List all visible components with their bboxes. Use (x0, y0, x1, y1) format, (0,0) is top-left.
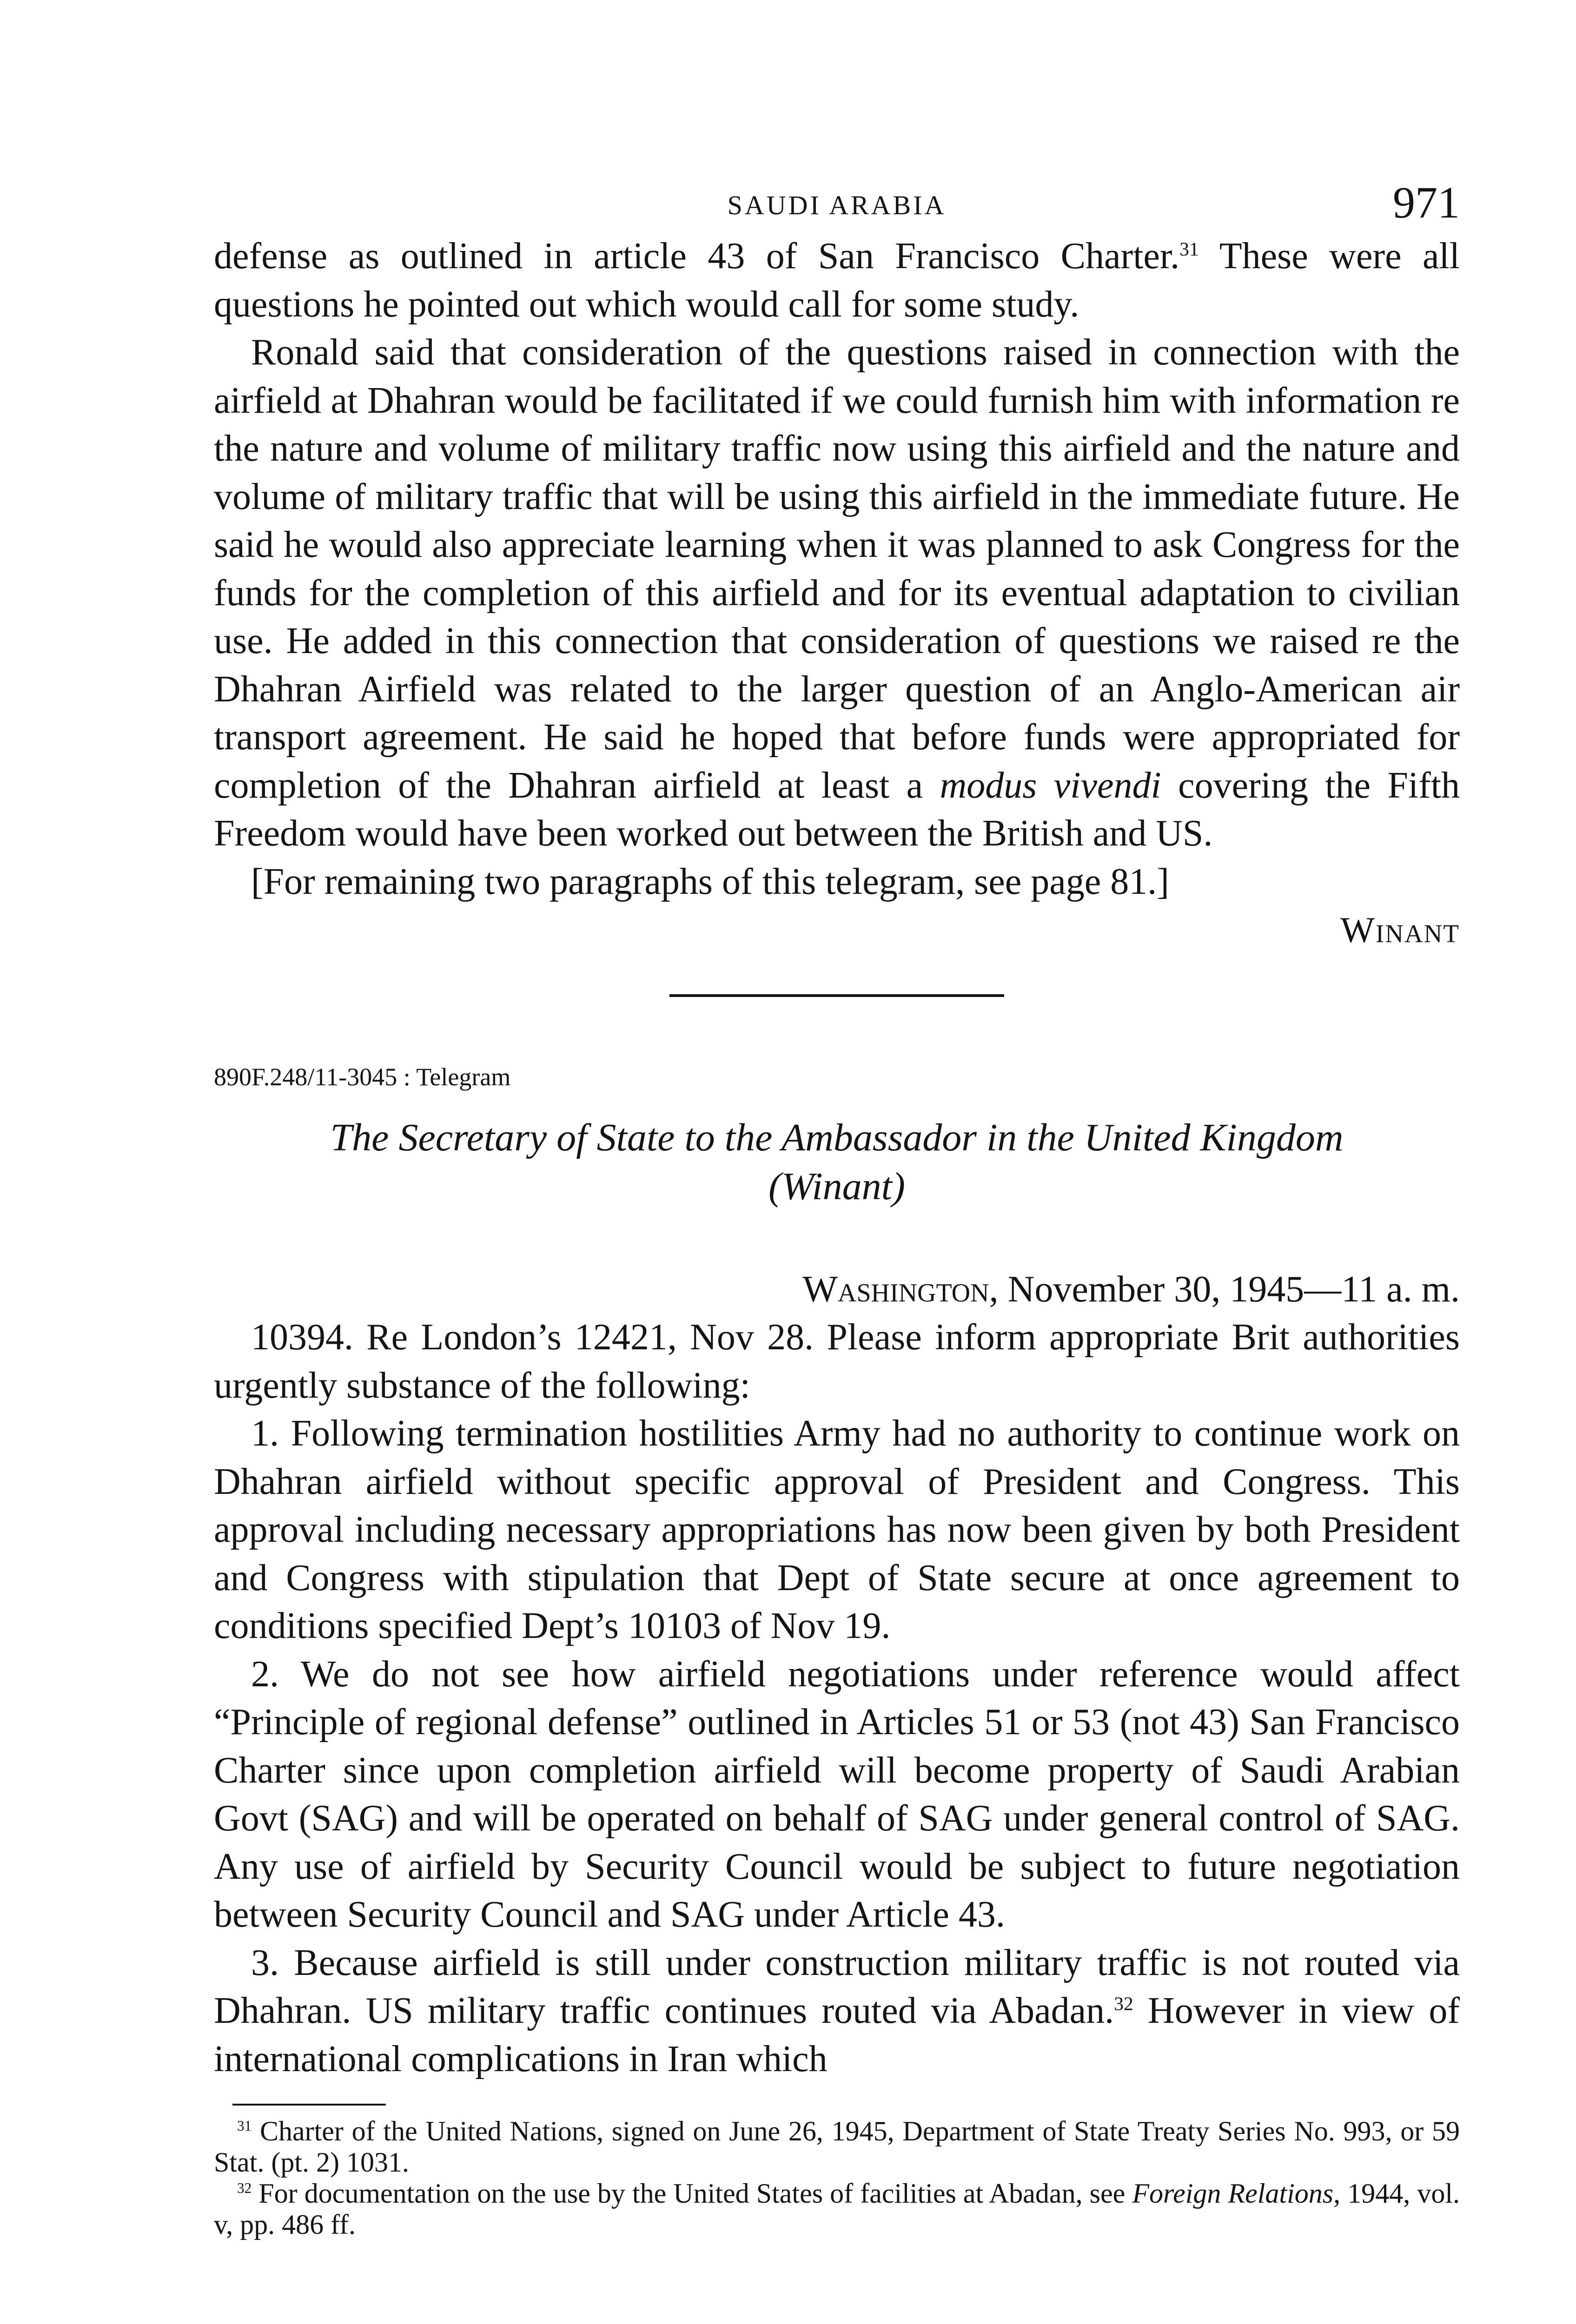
footnotes (214, 2116, 1460, 2240)
footnote-divider (232, 2104, 386, 2106)
dateline-place: Washington (802, 1268, 989, 1310)
footnote-text: For documentation on the use by the United States of facilities at Abadan, see (252, 2178, 1132, 2209)
footnote-text: Charter of the United Nations, signed on June 26, 1945, Department of State Treaty Series No. 993, or 59 Stat. (pt. 2) 1031. (214, 2116, 1460, 2178)
document-title (214, 1113, 1460, 1211)
document-title-line: The Secretary of State to the Ambassador in the United Kingdom (330, 1116, 1344, 1159)
footnote-31 (214, 2116, 1460, 2178)
file-reference: 890F.248/11-3045 : Telegram (214, 1063, 511, 1091)
paragraph-text: defense as outlined in article 43 of San Francisco Charter. (214, 236, 1180, 277)
paragraph-item-1: 1. Following termination hostilities Army had no authority to continue work on Dhahran airfield without specific approval of President and Congress. This approval including necessary appropriations has now been given by both President and Congress with stipulation that Dept of State secure at once agreement to conditions specified Dept’s 10103 of Nov 19. (214, 1413, 1460, 1646)
footnote-ref-31: 31 (1179, 238, 1199, 260)
secretary-telegram-body (214, 1314, 1460, 2083)
paragraph-text: covering the Fifth Freedom would have been worked out between the British and US. (214, 765, 1460, 854)
paragraph-text: These were all questions he pointed out which would call for some study. (214, 236, 1460, 325)
footnote-text: , 1944, vol. v, pp. 486 ff. (214, 2178, 1460, 2240)
page-number: 971 (1393, 178, 1460, 227)
running-title: SAUDI ARABIA (727, 190, 947, 220)
paragraph-intro: 10394. Re London’s 12421, Nov 28. Please inform appropriate Brit authorities urgently substance of the following: (214, 1317, 1460, 1406)
paragraph-text: Ronald said that consideration of the questions raised in connection with the airfield at Dhahran would be facilitated if we could furnish him with information re the nature and volume of military traffic now using this airfield and the nature and volume of military traffic that will be using this airfield in the immediate future. He said he would also appreciate learning when it was planned to ask Congress for the funds for the completion of this airfield and for its eventual adaptation to civilian use. He added in this connection that consideration of questions we raised re the Dhahran Airfield was related to the larger question of an Anglo-American air transport agreement. He said he hoped that before funds were appropriated for completion of the Dhahran airfield at least a (214, 332, 1460, 806)
paragraph-item-3 (214, 1939, 1460, 2084)
running-header (214, 177, 1460, 232)
footnote-number: 31 (237, 2118, 252, 2134)
paragraph-ronald (214, 329, 1460, 858)
footnote-32 (214, 2178, 1460, 2240)
dateline-date: , November 30, 1945—11 a. m. (989, 1268, 1460, 1310)
document-page (214, 177, 1460, 2240)
section-divider (669, 994, 1004, 997)
signature-winant: Winant (1340, 910, 1460, 950)
italic-phrase: modus vivendi (940, 765, 1161, 806)
footnote-ref-32: 32 (1114, 1993, 1133, 2014)
footnote-italic-title: Foreign Relations (1132, 2178, 1334, 2209)
dateline (214, 1266, 1460, 1314)
paragraph-text: 3. Because airfield is still under construction military traffic is not routed via Dhahran. US military traffic continues routed via Abadan. (214, 1942, 1460, 2031)
paragraph-item-2: 2. We do not see how airfield negotiations under reference would affect “Principle of regional defense” outlined in Articles 51 or 53 (not 43) San Francisco Charter since upon completion airfield will become property of Saudi Arabian Govt (SAG) and will be operated on behalf of SAG under general control of SAG. Any use of airfield by Security Council would be subject to future negotiation between Security Council and SAG under Article 43. (214, 1653, 1460, 1935)
winant-telegram-body (214, 232, 1460, 906)
paragraph-defense (214, 232, 1460, 329)
footnote-number: 32 (237, 2180, 252, 2196)
document-title-line: (Winant) (768, 1164, 905, 1208)
paragraph-text: However in view of international complications in Iran which (214, 1990, 1460, 2080)
paragraph-remaining-note: [For remaining two paragraphs of this telegram, see page 81.] (251, 861, 1169, 902)
